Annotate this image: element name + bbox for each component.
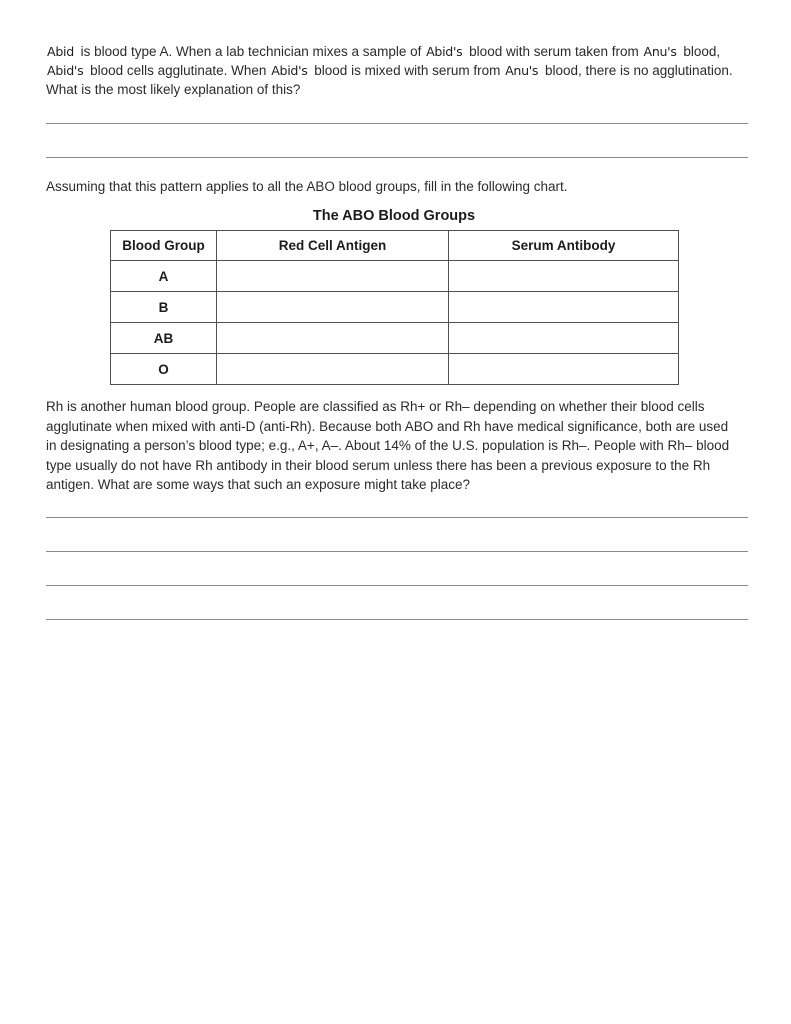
serum-antibody-fill-cell[interactable]: [449, 323, 679, 354]
table-header-row: [111, 231, 679, 261]
abo-table-section: [110, 206, 678, 385]
answer-line[interactable]: [46, 585, 748, 586]
question-1-text-run: blood is mixed with serum from: [310, 63, 505, 78]
question-2-line-3: in designating a person’s blood type; e.g., A+, A–. About 14% of the U.S. population is Rh–. People with Rh– blood: [46, 438, 730, 453]
red-cell-antigen-fill-cell[interactable]: [217, 354, 449, 385]
student-name-abids: Abid's: [47, 63, 84, 78]
question-1-text-run: is blood type A. When a lab technician mixes a sample of: [76, 44, 426, 59]
question-1-text-run: What is the most likely explanation of this?: [46, 82, 301, 97]
answer-line[interactable]: [46, 157, 748, 158]
answer-line[interactable]: [46, 123, 748, 124]
question-2-line-1: Rh is another human blood group. People are classified as Rh+ or Rh– depending on whether their blood cells: [46, 399, 705, 414]
answer-line[interactable]: [46, 551, 748, 552]
serum-antibody-fill-cell[interactable]: [449, 354, 679, 385]
answer-line[interactable]: [46, 619, 748, 620]
question-2-line-4: type usually do not have Rh antibody in their blood serum unless there has been a previous exposure to the Rh: [46, 457, 711, 473]
table-row: [111, 323, 679, 354]
student-name-abid: Abid: [47, 44, 74, 59]
blood-group-label-a: A: [111, 261, 217, 292]
worksheet-content: [0, 42, 748, 620]
col-header-blood-group: Blood Group: [111, 231, 217, 261]
student-name-abids: Abid's: [426, 44, 463, 59]
question-1-text-run: blood,: [679, 44, 721, 59]
table-row: [111, 354, 679, 385]
question-2: [46, 397, 748, 495]
red-cell-antigen-fill-cell[interactable]: [217, 323, 449, 354]
table-title: The ABO Blood Groups: [312, 208, 476, 224]
question-2-line-2: agglutinate when mixed with anti-D (anti-Rh). Because both ABO and Rh have medical significance, both are used: [46, 418, 729, 434]
question-1-line-2: [46, 61, 748, 80]
question-1-text-run: blood, there is no agglutination.: [541, 63, 733, 78]
question-1-line-1: [46, 42, 748, 61]
table-row: [111, 261, 679, 292]
col-header-red-cell-antigen: Red Cell Antigen: [217, 231, 449, 261]
red-cell-antigen-fill-cell[interactable]: [217, 261, 449, 292]
serum-antibody-fill-cell[interactable]: [449, 292, 679, 323]
blood-group-label-ab: AB: [111, 323, 217, 354]
instruction-text: Assuming that this pattern applies to all the ABO blood groups, fill in the following chart.: [46, 179, 568, 194]
student-name-anus: Anu's: [643, 44, 677, 59]
student-name-abids: Abid's: [271, 63, 308, 78]
blood-group-label-o: O: [111, 354, 217, 385]
blood-group-label-b: B: [111, 292, 217, 323]
student-name-anus: Anu's: [505, 63, 539, 78]
table-row: [111, 292, 679, 323]
question-1: [46, 42, 748, 99]
question-1-text-run: blood with serum taken from: [465, 44, 643, 59]
question-2-line-5: antigen. What are some ways that such an exposure might take place?: [46, 477, 470, 492]
question-1-text-run: blood cells agglutinate. When: [86, 63, 271, 78]
red-cell-antigen-fill-cell[interactable]: [217, 292, 449, 323]
serum-antibody-fill-cell[interactable]: [449, 261, 679, 292]
question-1-line-3: [46, 80, 748, 99]
col-header-serum-antibody: Serum Antibody: [449, 231, 679, 261]
answer-line[interactable]: [46, 517, 748, 518]
abo-blood-groups-table: [110, 230, 679, 385]
